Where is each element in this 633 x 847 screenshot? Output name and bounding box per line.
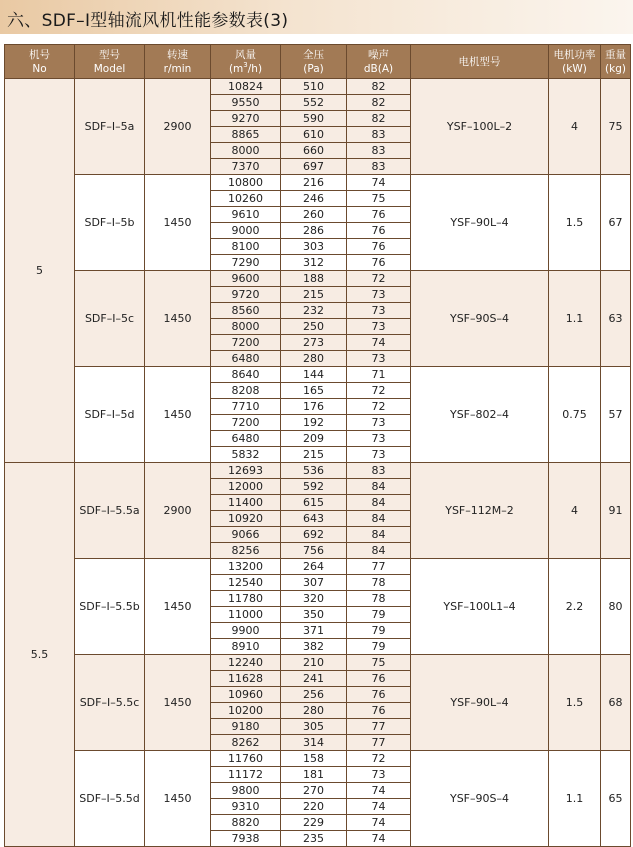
pressure-cell: 210 [281,655,347,671]
fan-no-cell: 5.5 [5,463,75,847]
noise-cell: 74 [347,799,411,815]
pressure-cell: 144 [281,367,347,383]
motor-model-cell: YSF–100L1–4 [411,559,549,655]
airflow-cell: 7200 [211,415,281,431]
speed-cell: 1450 [145,271,211,367]
pressure-cell: 188 [281,271,347,287]
motor-power-cell: 1.1 [549,271,601,367]
pressure-cell: 158 [281,751,347,767]
noise-cell: 75 [347,655,411,671]
noise-cell: 76 [347,671,411,687]
noise-cell: 84 [347,527,411,543]
noise-cell: 75 [347,191,411,207]
table-row [5,751,631,767]
noise-cell: 77 [347,735,411,751]
airflow-cell: 11628 [211,671,281,687]
airflow-cell: 10960 [211,687,281,703]
speed-cell: 1450 [145,559,211,655]
airflow-cell: 7710 [211,399,281,415]
airflow-cell: 9000 [211,223,281,239]
noise-cell: 83 [347,127,411,143]
header-weight: 重量 (kg) [601,45,631,79]
model-cell: SDF–I–5.5a [75,463,145,559]
noise-cell: 79 [347,607,411,623]
weight-cell: 91 [601,463,631,559]
pressure-cell: 371 [281,623,347,639]
motor-power-cell: 4 [549,463,601,559]
airflow-cell: 8000 [211,143,281,159]
airflow-cell: 8640 [211,367,281,383]
pressure-cell: 270 [281,783,347,799]
pressure-cell: 756 [281,543,347,559]
header-noise: 噪声 dB(A) [347,45,411,79]
table-row [5,655,631,671]
airflow-cell: 9550 [211,95,281,111]
noise-cell: 73 [347,287,411,303]
noise-cell: 77 [347,719,411,735]
motor-power-cell: 0.75 [549,367,601,463]
airflow-cell: 10200 [211,703,281,719]
noise-cell: 76 [347,207,411,223]
airflow-cell: 10800 [211,175,281,191]
pressure-cell: 232 [281,303,347,319]
weight-cell: 67 [601,175,631,271]
pressure-cell: 264 [281,559,347,575]
motor-power-cell: 2.2 [549,559,601,655]
noise-cell: 84 [347,511,411,527]
weight-cell: 57 [601,367,631,463]
speed-cell: 1450 [145,751,211,847]
airflow-cell: 6480 [211,431,281,447]
table-row [5,79,631,95]
noise-cell: 74 [347,815,411,831]
pressure-cell: 552 [281,95,347,111]
airflow-cell: 7200 [211,335,281,351]
table-row [5,463,631,479]
motor-model-cell: YSF–802–4 [411,367,549,463]
pressure-cell: 176 [281,399,347,415]
pressure-cell: 229 [281,815,347,831]
noise-cell: 73 [347,351,411,367]
weight-cell: 75 [601,79,631,175]
pressure-cell: 273 [281,335,347,351]
noise-cell: 73 [347,431,411,447]
airflow-cell: 11000 [211,607,281,623]
noise-cell: 82 [347,79,411,95]
noise-cell: 84 [347,543,411,559]
pressure-cell: 250 [281,319,347,335]
pressure-cell: 260 [281,207,347,223]
pressure-cell: 350 [281,607,347,623]
airflow-cell: 8100 [211,239,281,255]
table-body [5,79,631,847]
model-cell: SDF–I–5c [75,271,145,367]
noise-cell: 83 [347,463,411,479]
airflow-cell: 7938 [211,831,281,847]
fan-no-cell: 5 [5,79,75,463]
header-row [5,45,631,79]
airflow-cell: 11400 [211,495,281,511]
model-cell: SDF–I–5b [75,175,145,271]
noise-cell: 74 [347,335,411,351]
noise-cell: 78 [347,591,411,607]
airflow-cell: 8910 [211,639,281,655]
pressure-cell: 305 [281,719,347,735]
airflow-cell: 8208 [211,383,281,399]
pressure-cell: 192 [281,415,347,431]
airflow-cell: 9066 [211,527,281,543]
noise-cell: 72 [347,383,411,399]
noise-cell: 73 [347,319,411,335]
airflow-cell: 9900 [211,623,281,639]
motor-power-cell: 1.1 [549,751,601,847]
speed-cell: 2900 [145,79,211,175]
airflow-cell: 8865 [211,127,281,143]
noise-cell: 71 [347,367,411,383]
table-row [5,175,631,191]
pressure-cell: 610 [281,127,347,143]
noise-cell: 82 [347,111,411,127]
speed-cell: 1450 [145,175,211,271]
table-row [5,367,631,383]
airflow-cell: 13200 [211,559,281,575]
motor-model-cell: YSF–90S–4 [411,751,549,847]
airflow-cell: 9600 [211,271,281,287]
pressure-cell: 165 [281,383,347,399]
pressure-cell: 312 [281,255,347,271]
noise-cell: 76 [347,687,411,703]
airflow-cell: 8560 [211,303,281,319]
pressure-cell: 303 [281,239,347,255]
pressure-cell: 536 [281,463,347,479]
noise-cell: 72 [347,751,411,767]
pressure-cell: 209 [281,431,347,447]
model-cell: SDF–I–5.5d [75,751,145,847]
noise-cell: 84 [347,495,411,511]
pressure-cell: 382 [281,639,347,655]
pressure-cell: 181 [281,767,347,783]
motor-model-cell: YSF–90L–4 [411,655,549,751]
noise-cell: 76 [347,223,411,239]
header-airflow: 风量 $(m^3/h)$ [211,45,281,79]
noise-cell: 72 [347,399,411,415]
airflow-cell: 9720 [211,287,281,303]
page-title: 六、SDF–I型轴流风机性能参数表(3) [7,11,289,31]
motor-model-cell: YSF–90S–4 [411,271,549,367]
airflow-cell: 8256 [211,543,281,559]
model-cell: SDF–I–5.5b [75,559,145,655]
header-motor-model: 电机型号 [411,45,549,79]
airflow-cell: 9310 [211,799,281,815]
table-row [5,271,631,287]
pressure-cell: 692 [281,527,347,543]
title-bar [0,0,633,34]
pressure-cell: 510 [281,79,347,95]
airflow-cell: 9270 [211,111,281,127]
noise-cell: 76 [347,239,411,255]
noise-cell: 77 [347,559,411,575]
airflow-cell: 5832 [211,447,281,463]
airflow-cell: 11760 [211,751,281,767]
pressure-cell: 697 [281,159,347,175]
header-motor-power: 电机功率 (kW) [549,45,601,79]
airflow-cell: 7370 [211,159,281,175]
model-cell: SDF–I–5.5c [75,655,145,751]
model-cell: SDF–I–5a [75,79,145,175]
pressure-cell: 590 [281,111,347,127]
noise-cell: 73 [347,303,411,319]
speed-cell: 1450 [145,655,211,751]
airflow-cell: 9610 [211,207,281,223]
weight-cell: 80 [601,559,631,655]
motor-power-cell: 1.5 [549,655,601,751]
pressure-cell: 215 [281,287,347,303]
noise-cell: 83 [347,159,411,175]
weight-cell: 65 [601,751,631,847]
airflow-cell: 12240 [211,655,281,671]
airflow-cell: 12693 [211,463,281,479]
pressure-cell: 220 [281,799,347,815]
header-no: 机号 No [5,45,75,79]
pressure-cell: 246 [281,191,347,207]
airflow-cell: 11172 [211,767,281,783]
pressure-cell: 241 [281,671,347,687]
airflow-cell: 9800 [211,783,281,799]
header-model: 型号 Model [75,45,145,79]
noise-cell: 82 [347,95,411,111]
airflow-cell: 10920 [211,511,281,527]
pressure-cell: 215 [281,447,347,463]
noise-cell: 73 [347,447,411,463]
noise-cell: 74 [347,831,411,847]
pressure-cell: 660 [281,143,347,159]
motor-model-cell: YSF–100L–2 [411,79,549,175]
header-pressure: 全压 (Pa) [281,45,347,79]
noise-cell: 76 [347,255,411,271]
noise-cell: 74 [347,783,411,799]
model-cell: SDF–I–5d [75,367,145,463]
performance-table [4,44,631,847]
airflow-cell: 7290 [211,255,281,271]
airflow-cell: 8000 [211,319,281,335]
weight-cell: 68 [601,655,631,751]
airflow-cell: 11780 [211,591,281,607]
noise-cell: 76 [347,703,411,719]
speed-cell: 1450 [145,367,211,463]
pressure-cell: 615 [281,495,347,511]
pressure-cell: 592 [281,479,347,495]
noise-cell: 74 [347,175,411,191]
header-speed: 转速 r/min [145,45,211,79]
noise-cell: 79 [347,639,411,655]
airflow-cell: 10824 [211,79,281,95]
airflow-cell: 6480 [211,351,281,367]
pressure-cell: 643 [281,511,347,527]
pressure-cell: 286 [281,223,347,239]
noise-cell: 84 [347,479,411,495]
pressure-cell: 235 [281,831,347,847]
noise-cell: 72 [347,271,411,287]
motor-model-cell: YSF–112M–2 [411,463,549,559]
pressure-cell: 280 [281,703,347,719]
airflow-cell: 8820 [211,815,281,831]
airflow-cell: 12540 [211,575,281,591]
pressure-cell: 307 [281,575,347,591]
airflow-cell: 12000 [211,479,281,495]
table-row [5,559,631,575]
pressure-cell: 256 [281,687,347,703]
speed-cell: 2900 [145,463,211,559]
noise-cell: 73 [347,415,411,431]
motor-power-cell: 1.5 [549,175,601,271]
pressure-cell: 216 [281,175,347,191]
noise-cell: 83 [347,143,411,159]
motor-power-cell: 4 [549,79,601,175]
weight-cell: 63 [601,271,631,367]
pressure-cell: 314 [281,735,347,751]
pressure-cell: 280 [281,351,347,367]
noise-cell: 79 [347,623,411,639]
airflow-cell: 10260 [211,191,281,207]
airflow-cell: 9180 [211,719,281,735]
noise-cell: 78 [347,575,411,591]
airflow-cell: 8262 [211,735,281,751]
pressure-cell: 320 [281,591,347,607]
motor-model-cell: YSF–90L–4 [411,175,549,271]
noise-cell: 73 [347,767,411,783]
